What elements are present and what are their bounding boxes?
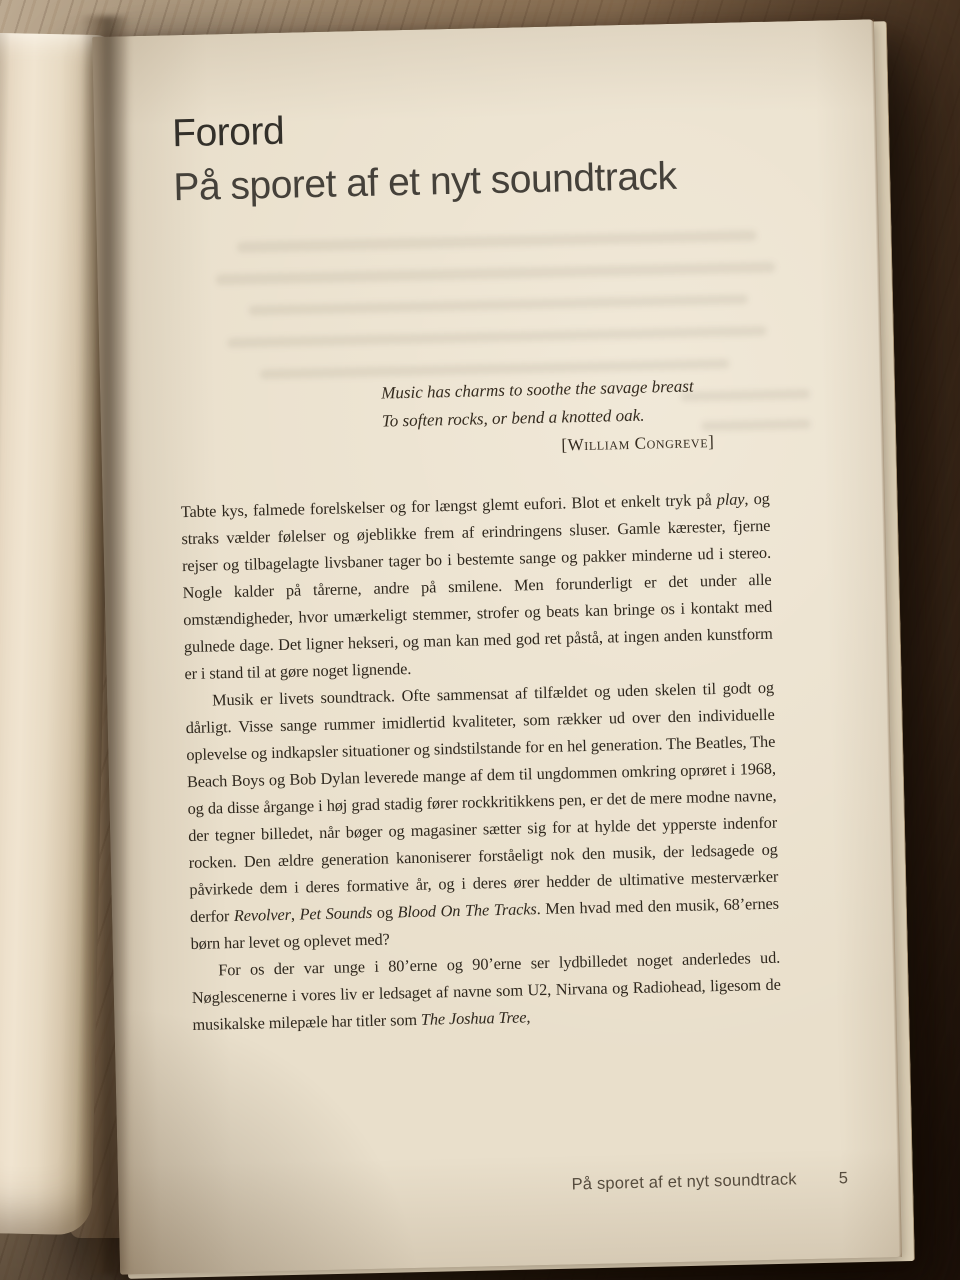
chapter-title: Forord xyxy=(171,109,285,156)
epigraph xyxy=(381,372,715,464)
book-gutter-shadow xyxy=(80,16,128,1274)
body-text xyxy=(181,485,782,1038)
body-paragraph: Tabte kys, falmede forelskelser og for længst glemt eufori. Blot et enkelt tryk på play, og straks vælder følelser og øjeblikke frem af erindringens sluser. Gamle kærester, fjerne rejser og tilbagelagte livsbaner tager bo i bestemte sange og pakker minderne ud i stereo. Nogle kalder på tårerne, andre på smilene. Men forunderligt er det under alle omstændigheder, hvor umærkeligt stemmer, strofer og beats kan bringe os i kontakt med gulnede dage. Det ligner hekseri, og man kan med god ret påstå, at ingen anden kunstform er i stand til at gøre noget lignende. xyxy=(180,488,773,684)
page-number: 5 xyxy=(838,1169,849,1188)
page-content xyxy=(92,19,902,1274)
epigraph-line: To soften rocks, or bend a knotted oak. xyxy=(381,405,645,431)
epigraph-attribution: [William Congreve] xyxy=(561,432,715,455)
running-title: På sporet af et nyt soundtrack xyxy=(571,1170,797,1194)
epigraph-line: Music has charms to soothe the savage breast xyxy=(380,376,694,403)
epigraph-lines xyxy=(381,372,714,436)
body-paragraph: Musik er livets soundtrack. Ofte sammensat af tilfældet og uden skelen til godt og dårligt. Visse sange rummer imidlertid kvaliteter, som rækker ud over den individuelle oplevelse og indkapsler situationer og sindstilstande for en hel generation. The Beatles, The Beach Boys og Bob Dylan leverede mange af dem til ungdommen omkring oprøret i 1968, og da disse årgange i høj grad stadig fører rockkritikkens pen, er det de mere modne navne, der tegner billedet, når bøger og magasiner sætter sig for at hylde det ypperste indenfor rocken. Den ældre generation kanoniserer forståeligt nok den musik, der ledsagede og påvirkede dem i deres formative år, og i deres ører hedder de ultimative mesterværker derfor Revolver, Pet Sounds og Blood On The Tracks. Men hvad med den musik, 68’ernes børn har levet og oplevet med? xyxy=(185,677,780,954)
chapter-subtitle: På sporet af et nyt soundtrack xyxy=(173,154,677,210)
book-page xyxy=(92,19,902,1274)
body-paragraph: For os der var unge i 80’erne og 90’erne ser lydbilledet noget anderledes ud. Nøglescenerne i vores liv er ledsaget af navne som U2, Nirvana og Radiohead, ligesom de musikalske milepæle har titler som The Joshua Tree, xyxy=(191,947,781,1035)
